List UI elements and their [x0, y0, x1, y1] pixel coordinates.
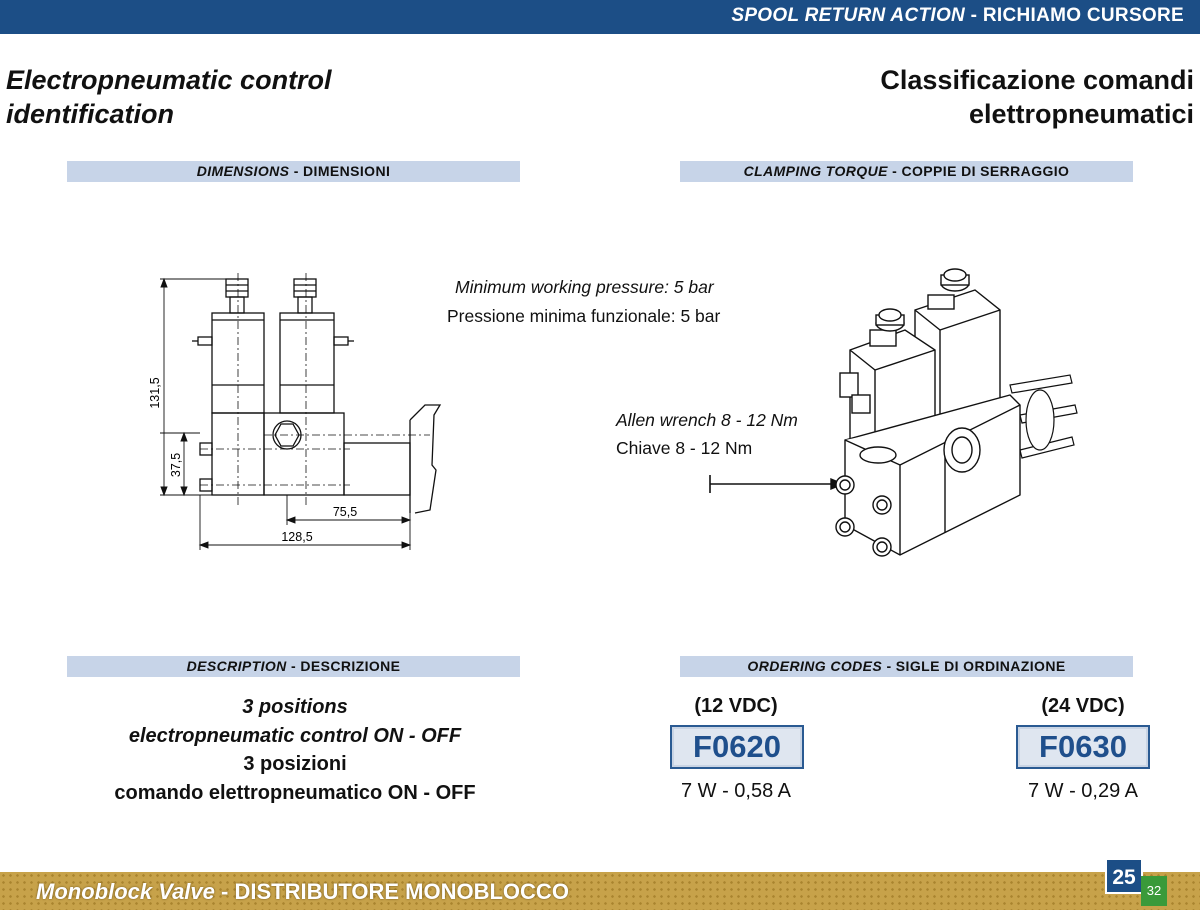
description-line1: 3 positions	[242, 696, 348, 718]
footer-title-en: Monoblock Valve	[36, 879, 215, 904]
description-line2: electropneumatic control ON - OFF	[128, 724, 462, 747]
wrench-en: Allen wrench 8 - 12 Nm	[616, 410, 798, 430]
section-description-it: DESCRIZIONE	[300, 658, 401, 674]
header-title-it: RICHIAMO CURSORE	[982, 5, 1184, 26]
section-dimensions-it: DIMENSIONI	[303, 163, 391, 179]
section-ordering	[680, 656, 1133, 677]
heading-en-line1: Electropneumatic control	[6, 65, 332, 95]
spec-24: 7 W - 0,29 A	[1027, 780, 1139, 802]
section-ordering-en: ORDERING CODES	[747, 658, 883, 674]
voltage-24: (24 VDC)	[1041, 695, 1125, 717]
dim-height-base: 37,5	[169, 452, 183, 478]
section-dash: -	[886, 658, 892, 674]
description-line3: 3 posizioni	[243, 753, 347, 775]
section-torque	[680, 161, 1133, 182]
section-dimensions-en: DIMENSIONS	[196, 163, 290, 179]
section-description-en: DESCRIPTION	[186, 658, 287, 674]
spec-12: 7 W - 0,58 A	[680, 780, 792, 802]
section-ordering-it: SIGLE DI ORDINAZIONE	[895, 658, 1066, 674]
heading-en-line2: identification	[6, 99, 174, 129]
section-dash: -	[290, 658, 297, 674]
wrench-it: Chiave 8 - 12 Nm	[616, 438, 753, 458]
section-description	[67, 656, 520, 677]
section-torque-en: CLAMPING TORQUE	[743, 163, 888, 179]
coil-right	[280, 313, 334, 413]
footer-title-it: DISTRIBUTORE MONOBLOCCO	[234, 879, 569, 904]
heading-it	[880, 63, 1194, 131]
code-f0620: F0620	[670, 725, 804, 769]
heading-en	[6, 63, 332, 131]
heading-it-line2: elettropneumatici	[968, 99, 1194, 129]
description-block	[40, 693, 550, 807]
isometric-valve-illustration	[700, 265, 1090, 575]
section-dash: -	[892, 163, 898, 179]
min-pressure-it: Pressione minima funzionale: 5 bar	[447, 306, 721, 326]
dim-width-short: 75,5	[332, 505, 358, 519]
dim-height-total: 131,5	[148, 377, 162, 409]
min-pressure-en: Minimum working pressure: 5 bar	[455, 277, 714, 297]
valve-body-center	[264, 413, 344, 495]
coil-cap	[226, 279, 248, 297]
dimension-drawing	[140, 265, 450, 565]
footer-title	[36, 879, 569, 905]
header-title-en: SPOOL RETURN ACTION	[731, 5, 966, 26]
code-f0630: F0630	[1016, 725, 1150, 769]
section-dash: -	[293, 163, 299, 179]
heading-it-line1: Classificazione comandi	[880, 65, 1194, 95]
page-number: 25	[1105, 858, 1143, 894]
page-subnumber: 32	[1141, 876, 1167, 906]
section-dimensions	[67, 161, 520, 182]
voltage-12: (12 VDC)	[694, 695, 778, 717]
top-header-bar	[0, 0, 1200, 34]
header-separator: -	[965, 5, 983, 26]
description-line4: comando elettropneumatico ON - OFF	[114, 781, 476, 804]
dim-width-total: 128,5	[281, 530, 313, 544]
header-title	[731, 5, 1184, 27]
coil-cap	[294, 279, 316, 297]
footer-bar	[0, 872, 1200, 910]
section-torque-it: COPPIE DI SERRAGGIO	[901, 163, 1070, 179]
footer-separator: -	[214, 879, 235, 904]
